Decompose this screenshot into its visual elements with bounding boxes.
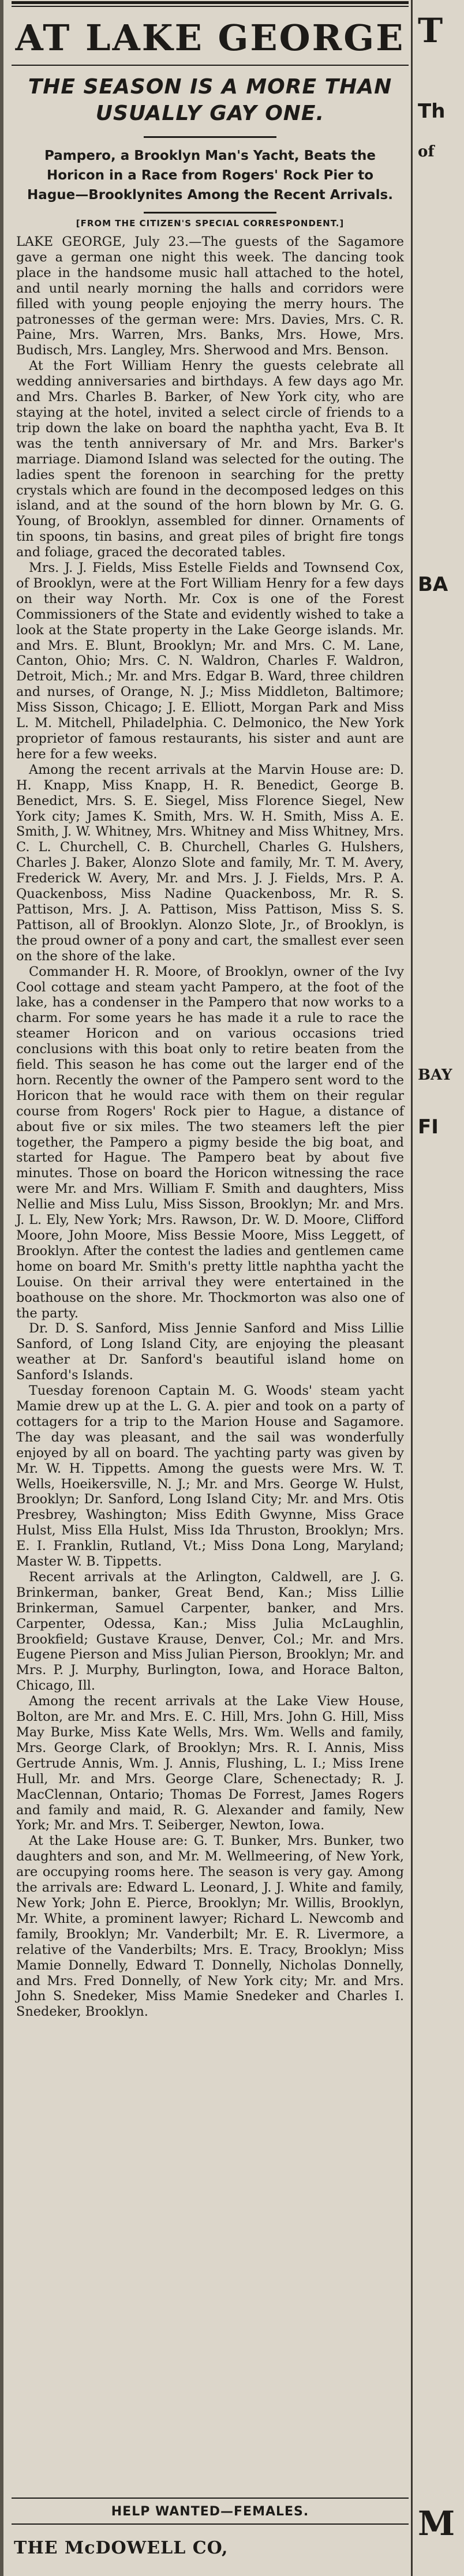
paragraph: LAKE GEORGE, July 23.—The guests of the Sagamore gave a german one night this week. The dancing took place in the handsome music hall attached to the hotel, and until nearly morning the halls and corridors were filled with young people enjoying the merry hours. The patronesses of the german were: Mrs. Davies, Mrs. C. R. Paine, Mrs. Warren, Mrs. Banks, Mrs. Howe, Mrs. Budisch, Mrs. Langley, Mrs. Sherwood and Mrs. Benson. — [16, 234, 404, 358]
classified-section — [12, 2498, 409, 2568]
paragraph: Recent arrivals at the Arlington, Caldwell, are J. G. Brinkerman, banker, Great Bend, Kan.; Miss Lillie Brinkerman, Samuel Carpenter, banker, and Mrs. Carpenter, Odessa, Kan.; Miss Julia McLaughlin, Brookfield; Gustave Krause, Denver, Col.; Mr. and Mrs. Eugene Pierson and Miss Julian Pierson, Brooklyn; Mr. and Mrs. P. J. Murphy, Burlington, Iowa, and Horace Balton, Chicago, Ill. — [16, 1569, 404, 1694]
classified-rule — [12, 2498, 409, 2499]
article-column — [12, 0, 409, 2576]
adjacent-fragment: M — [418, 2504, 455, 2543]
help-wanted-heading: HELP WANTED—FEMALES. — [111, 2504, 309, 2519]
paragraph: At the Lake House are: G. T. Bunker, Mrs. Bunker, two daughters and son, and Mr. M. Wellmeering, of New York, are occupying rooms here. The season is very gay. Among the arrivals are: Edward L. Leonard, J. J. White and family, New York; John E. Pierce, Brooklyn; Mr. Willis, Brooklyn, Mr. White, a prominent lawyer; Richard L. Newcomb and family, Brooklyn; Mr. Vanderbilt; Mr. E. R. Livermore, a relative of the Vanderbilts; Mrs. E. Tracy, Brooklyn; Miss Mamie Donnelly, Edward T. Donnelly, Nicholas Donnelly, and Mrs. Fred Donnelly, of New York city; Mr. and Mrs. John S. Snedeker, Miss Mamie Snedeker and Charles I. Snedeker, Brooklyn. — [16, 1833, 404, 2020]
top-rule-thin — [12, 6, 409, 7]
adjacent-fragment: Th — [418, 100, 446, 123]
paragraph: Among the recent arrivals at the Marvin House are: D. H. Knapp, Miss Knapp, H. R. Benedict, George B. Benedict, Mrs. S. E. Siegel, Miss Florence Siegel, New York city; James K. Smith, Mrs. W. H. Smith, Miss A. E. Smith, J. W. Whitney, Mrs. Whitney and Miss Whitney, Mrs. C. L. Churchell, C. B. Churchell, Charles G. Hulshers, Charles J. Baker, Alonzo Slote and family, Mr. T. M. Avery, Frederick W. Avery, Mr. and Mrs. J. J. Fields, Mrs. P. A. Quackenboss, Miss Nadine Quackenboss, Mr. R. S. Pattison, Mrs. J. A. Pattison, Miss Pattison, Miss S. S. Pattison, all of Brooklyn. Alonzo Slote, Jr., of Brooklyn, is the proud owner of a pony and cart, the smallest ever seen on the shore of the lake. — [16, 762, 404, 964]
adjacent-fragment: BAY — [418, 1066, 452, 1084]
deck: Pampero, a Brooklyn Man's Yacht, Beats the Horicon in a Race from Rogers' Rock Pier to Hague—Brooklynites Among the Recent Arrivals. — [27, 148, 393, 203]
correspondent-credit: [FROM THE CITIZEN'S SPECIAL CORRESPONDENT.] — [76, 218, 345, 229]
adjacent-fragment: FI — [418, 1115, 439, 1139]
top-rule — [12, 1, 409, 4]
paragraph: Among the recent arrivals at the Lake View House, Bolton, are Mr. and Mrs. E. C. Hill, Mrs. John G. Hill, Miss May Burke, Miss Kate Wells, Mrs. Wm. Wells and family, Mrs. George Clark, of Brooklyn; Mrs. R. I. Annis, Miss Gertrude Annis, Wm. J. Annis, Flushing, L. I.; Miss Irene Hull, Mr. and Mrs. George Clare, Schenectady; R. J. MacClennan, Ontario; Thomas De Forrest, James Rogers and family and maid, R. G. Alexander and family, New York; Mr. and Mrs. T. Seiberger, Newton, Iowa. — [16, 1694, 404, 1833]
subhead: THE SEASON IS A MORE THAN USUALLY GAY ONE. — [28, 75, 392, 125]
adjacent-fragment: T — [418, 11, 443, 50]
article-body — [16, 234, 404, 2020]
column-divider — [411, 0, 413, 2576]
paragraph: Mrs. J. J. Fields, Miss Estelle Fields and Townsend Cox, of Brooklyn, were at the Fort William Henry for a few days on their way North. Mr. Cox is one of the Forest Commissioners of the State and evidently wished to take a look at the State property in the Lake George islands. Mr. and Mrs. E. Blunt, Brooklyn; Mr. and Mrs. C. M. Lane, Canton, Ohio; Mrs. C. N. Waldron, Charles F. Waldron, Detroit, Mich.; Mr. and Mrs. Edgar B. Ward, three children and nurses, of Orange, N. J.; Miss Middleton, Baltimore; Miss Sisson, Chicago; J. E. Elliott, Morgan Park and Miss L. M. Mitchell, Philadelphia. C. Delmonico, the New York proprietor of famous restaurants, his sister and aunt are here for a few weeks. — [16, 560, 404, 762]
headline-rule — [12, 65, 409, 66]
advertisement-banner: THE McDOWELL CO, — [14, 2538, 229, 2558]
deck-rule — [144, 212, 276, 214]
paragraph: Tuesday forenoon Captain M. G. Woods' steam yacht Mamie drew up at the L. G. A. pier and took on a party of cottagers for a trip to the Marion House and Sagamore. The day was pleasant, and the sail was wonderfully enjoyed by all on board. The yachting party was given by Mr. W. H. Tippetts. Among the guests were Mrs. W. T. Wells, Hoeikersville, N. J.; Mr. and Mrs. George W. Hulst, Brooklyn; Dr. Sanford, Long Island City; Mr. and Mrs. Otis Presbrey, Washington; Miss Edith Gwynne, Miss Grace Hulst, Miss Ella Hulst, Miss Ida Thruston, Brooklyn; Mrs. E. I. Franklin, Rutland, Vt.; Miss Dona Long, Maryland; Master W. B. Tippetts. — [16, 1383, 404, 1570]
classified-rule-2 — [12, 2523, 409, 2525]
adjacent-column — [413, 0, 464, 2576]
paragraph: At the Fort William Henry the guests celebrate all wedding anniversaries and birthdays. A few days ago Mr. and Mrs. Charles B. Barker, of New York city, who are staying at the hotel, invited a select circle of friends to a trip down the lake on board the naphtha yacht, Eva B. It was the tenth anniversary of Mr. and Mrs. Barker's marriage. Diamond Island was selected for the outing. The ladies spent the forenoon in searching for the pretty crystals which are found in the decomposed ledges on this island, and at the sound of the horn blown by Mr. G. G. Young, of Brooklyn, assembled for dinner. Ornaments of tin spoons, tin basins, and great piles of bright fire tongs and foliage, graced the decorated tables. — [16, 358, 404, 560]
paragraph: Commander H. R. Moore, of Brooklyn, owner of the Ivy Cool cottage and steam yacht Pampero, at the foot of the lake, has a condenser in the Pampero that now works to a charm. For some years he has made it a rule to race the steamer Horicon and on various occasions tried conclusions with this boat only to retire beaten from the field. This season he has come out the larger end of the horn. Recently the owner of the Pampero sent word to the Horicon that he would race with them on their regular course from Rogers' Rock pier to Hague, a distance of about five or six miles. The two steamers left the pier together, the Pampero a pigmy beside the big boat, and started for Hague. The Pampero beat by about five minutes. Those on board the Horicon witnessing the race were Mr. and Mrs. William F. Smith and daughters, Miss Nellie and Miss Lulu, Miss Sisson, Brooklyn; Mr. and Mrs. J. L. Ely, New York; Mrs. Rawson, Dr. W. D. Moore, Clifford Moore, John Moore, Miss Bessie Moore, Miss Leggett, of Brooklyn. After the contest the ladies and gentlemen came home on board Mr. Smith's pretty little naphtha yacht the Louise. On their arrival they were entertained in the boathouse on the shore. Mr. Thockmorton was also one of the party. — [16, 964, 404, 1321]
adjacent-fragment: of — [418, 143, 435, 160]
subhead-rule — [144, 136, 276, 138]
left-column-edge — [0, 0, 3, 2576]
adjacent-fragment: BA — [418, 573, 448, 596]
paragraph: Dr. D. S. Sanford, Miss Jennie Sanford and Miss Lillie Sanford, of Long Island City, are enjoying the pleasant weather at Dr. Sanford's beautiful island home on Sanford's Islands. — [16, 1321, 404, 1383]
headline: AT LAKE GEORGE — [15, 17, 405, 59]
